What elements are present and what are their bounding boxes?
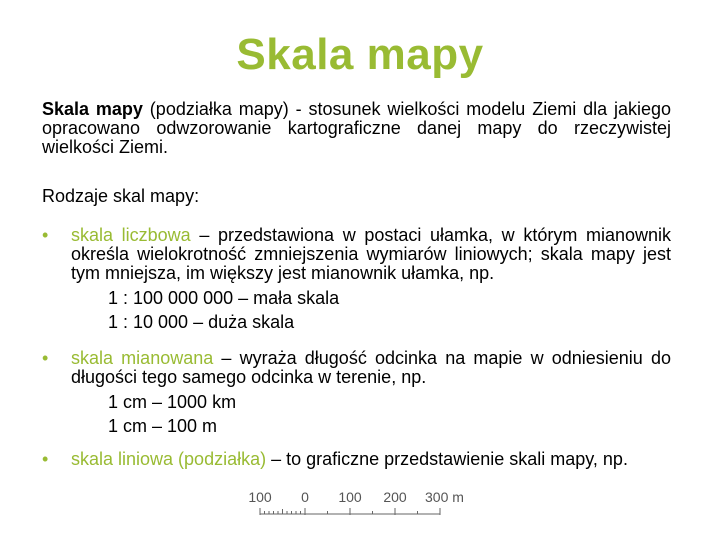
scale-ruler (260, 508, 440, 515)
scale-label: 0 (301, 489, 309, 505)
bullet-icon: • (42, 348, 49, 368)
bullet-term: skala liczbowa (71, 225, 191, 245)
example-line: 1 cm – 1000 km (108, 392, 237, 412)
intro-paragraph (42, 100, 671, 157)
bullet-icon: • (42, 449, 49, 469)
list-item (42, 349, 671, 438)
bullet-icon: • (42, 225, 49, 245)
intro-text: (podziałka mapy) - stosunek wielkości modelu Ziemi dla jakiego opracowano odwzorowanie kartograficzne danej mapy do rzeczywistej wielkości Ziemi. (42, 99, 672, 157)
bullet-term: skala mianowana (71, 348, 214, 368)
intro-term: Skala mapy (42, 99, 143, 119)
scale-label: 200 (383, 489, 407, 505)
bullet-term: skala liniowa (podziałka) (71, 449, 267, 469)
scale-label: 100 (338, 489, 362, 505)
bullet-text: – wyraża długość odcinka na mapie w odniesieniu do długości tego samego odcinka w terenie, np. (71, 348, 671, 387)
example-line: 1 : 100 000 000 – mała skala (108, 288, 340, 308)
scale-types-list (42, 226, 671, 469)
example-line: 1 : 10 000 – duża skala (108, 312, 295, 332)
types-heading: Rodzaje skal mapy: (42, 186, 200, 206)
bullet-text: – przedstawiona w postaci ułamka, w którym mianownik określa wielokrotność zmniejszenia wymiarów liniowych; skala mapy jest tym mniejsza, im większy jest mianownik ułamka, np. (71, 225, 671, 283)
bullet-text: – to graficzne przedstawienie skali mapy, np. (266, 449, 628, 469)
list-item (42, 226, 671, 334)
linear-scale-bar (244, 484, 474, 520)
scale-label: 300 m (425, 489, 464, 505)
scale-label: 100 (248, 489, 272, 505)
example-line: 1 cm – 100 m (108, 416, 218, 436)
list-item (42, 450, 671, 469)
slide-title: Skala mapy (236, 30, 484, 79)
slide-body (42, 100, 671, 469)
